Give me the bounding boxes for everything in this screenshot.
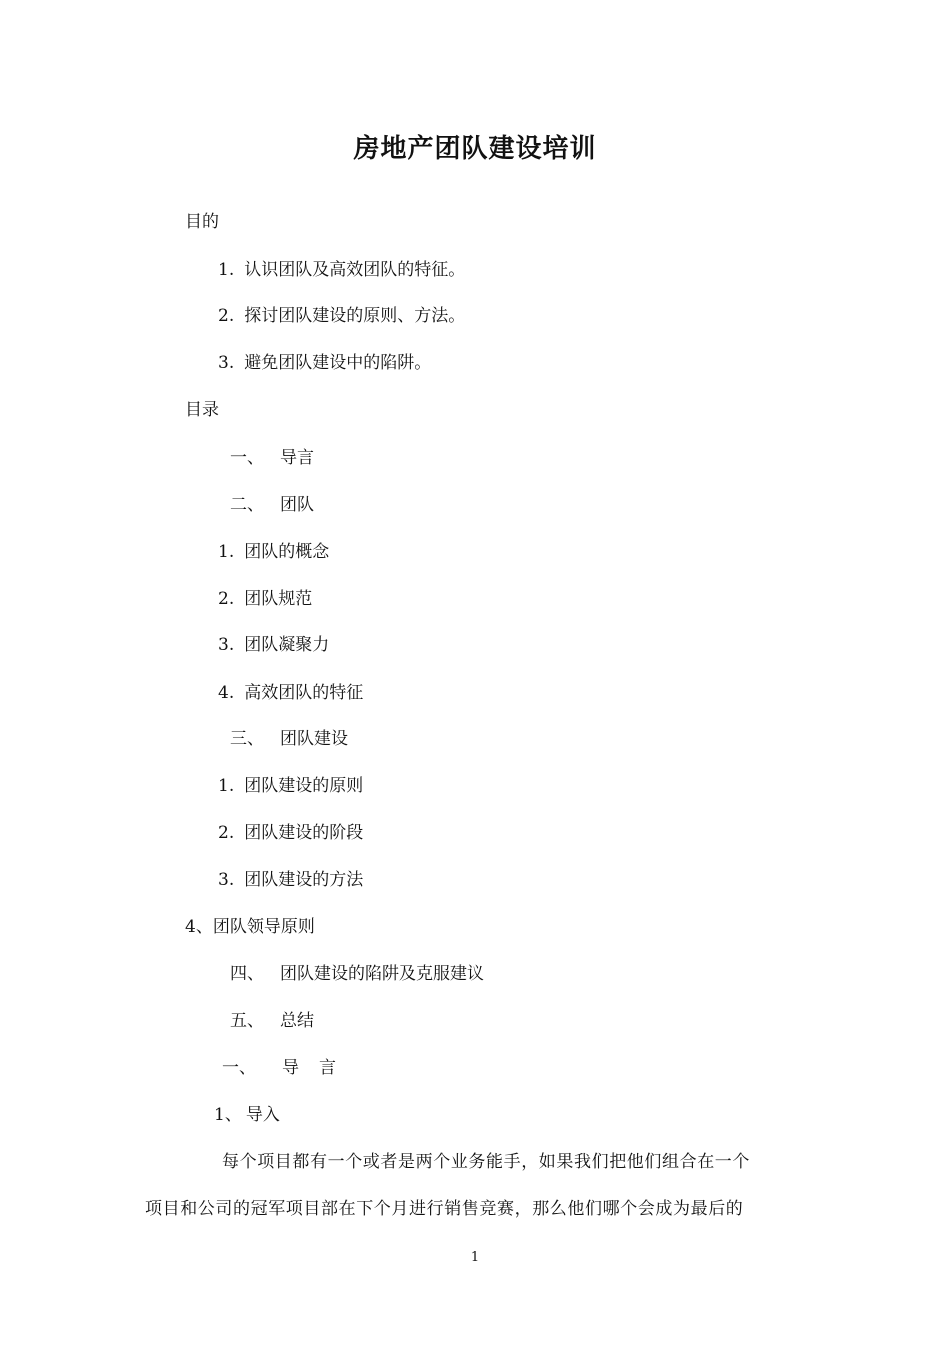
section-text: 团队建设的陷阱及克服建议 bbox=[280, 964, 484, 984]
toc-item bbox=[218, 821, 363, 845]
list-number: 2. bbox=[218, 306, 235, 326]
list-number: 3. bbox=[218, 870, 235, 890]
section-number: 三、 bbox=[230, 729, 264, 749]
section-number: 二、 bbox=[230, 495, 264, 515]
list-number: 3. bbox=[218, 635, 235, 655]
list-number: 2. bbox=[218, 823, 235, 843]
list-text: 探讨团队建设的原则、方法。 bbox=[244, 306, 466, 326]
section-number: 一、 bbox=[222, 1058, 256, 1078]
page-number: 1 bbox=[470, 1250, 480, 1265]
document-title: 房地产团队建设培训 bbox=[353, 134, 597, 164]
list-text: 高效团队的特征 bbox=[244, 683, 364, 703]
list-number: 1. bbox=[218, 542, 235, 562]
section-text: 总结 bbox=[280, 1011, 314, 1031]
toc-item bbox=[218, 681, 363, 705]
toc-section bbox=[230, 727, 348, 751]
toc-item bbox=[218, 774, 363, 798]
list-number: 4. bbox=[218, 683, 235, 703]
section-number: 五、 bbox=[230, 1011, 264, 1031]
subheading-text: 导入 bbox=[245, 1105, 280, 1125]
toc-section bbox=[230, 962, 484, 986]
toc-heading: 目录 bbox=[185, 400, 219, 420]
toc-item bbox=[218, 587, 312, 611]
purpose-item bbox=[218, 304, 465, 328]
list-number: 1. bbox=[218, 776, 235, 796]
subheading-number: 1、 bbox=[214, 1105, 242, 1125]
toc-item bbox=[218, 868, 363, 892]
list-text: 团队建设的阶段 bbox=[244, 823, 364, 843]
toc-section bbox=[230, 446, 314, 470]
paragraph-line: 每个项目都有一个或者是两个业务能手，如果我们把他们组合在一个 bbox=[222, 1152, 750, 1172]
section-text: 导言 bbox=[282, 1058, 356, 1078]
list-text: 避免团队建设中的陷阱。 bbox=[244, 353, 432, 373]
list-number: 2. bbox=[218, 589, 235, 609]
section-text: 导言 bbox=[280, 448, 314, 468]
section-text: 团队建设 bbox=[280, 729, 348, 749]
toc-section bbox=[230, 493, 314, 517]
toc-item bbox=[218, 633, 329, 657]
purpose-item bbox=[218, 351, 431, 375]
section-heading bbox=[222, 1056, 356, 1080]
paragraph-line: 项目和公司的冠军项目部在下个月进行销售竞赛，那么他们哪个会成为最后的 bbox=[145, 1199, 744, 1219]
list-text: 团队规范 bbox=[244, 589, 313, 609]
list-number: 1. bbox=[218, 260, 235, 280]
list-text: 认识团队及高效团队的特征。 bbox=[244, 260, 466, 280]
section-number: 四、 bbox=[230, 964, 264, 984]
purpose-heading: 目的 bbox=[185, 212, 219, 232]
list-text: 团队建设的方法 bbox=[244, 870, 364, 890]
list-text: 团队的概念 bbox=[244, 542, 330, 562]
toc-section bbox=[230, 1009, 314, 1033]
list-text: 团队建设的原则 bbox=[244, 776, 364, 796]
list-number: 3. bbox=[218, 353, 235, 373]
section-number: 一、 bbox=[230, 448, 264, 468]
purpose-item bbox=[218, 258, 465, 282]
subheading bbox=[214, 1103, 280, 1127]
toc-item bbox=[218, 540, 329, 564]
section-text: 团队 bbox=[280, 495, 314, 515]
toc-item: 4、团队领导原则 bbox=[185, 917, 315, 937]
list-text: 团队凝聚力 bbox=[244, 635, 330, 655]
